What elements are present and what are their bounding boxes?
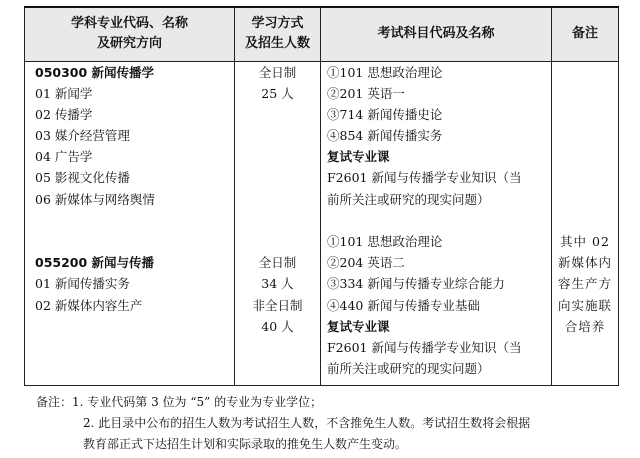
retest-subject: 前所关注或研究的现实问题）	[327, 191, 490, 207]
retest-label: 复试专业课	[327, 318, 390, 334]
exam-subject: ②201 英语一	[327, 85, 405, 101]
header-major-line2: 及研究方向	[96, 36, 162, 52]
exam-subject: ①101 思想政治理论	[327, 234, 443, 249]
direction-item: 04 广告学	[35, 149, 93, 165]
direction-item: 03 媒介经营管理	[35, 128, 130, 144]
study-mode-text: 全日制	[258, 64, 297, 80]
study-mode-cell	[235, 61, 321, 386]
direction-item: 01 新闻传播实务	[35, 276, 130, 292]
direction-item: 06 新媒体与网络舆情	[35, 191, 155, 207]
enrollment-count: 34 人	[261, 276, 294, 292]
retest-subject: F2601 新闻与传播学专业知识（当	[327, 339, 522, 355]
program-code-name: 050300 新闻传播学	[35, 64, 155, 80]
remark-cell	[552, 61, 619, 386]
major-cell	[25, 61, 235, 386]
header-row	[25, 7, 619, 61]
exam-subject: ④440 新闻与传播专业基础	[327, 297, 480, 313]
footnote-item-1: 1. 专业代码第 3 位为 “5” 的专业为专业学位；	[72, 395, 323, 409]
direction-item: 02 新媒体内容生产	[35, 297, 143, 313]
header-exams: 考试科目代码及名称	[321, 7, 552, 61]
remark-text: 向实施联	[557, 297, 612, 313]
remark-text: 容生产方	[557, 276, 612, 292]
exam-subject: ④854 新闻传播实务	[327, 128, 443, 144]
direction-item: 01 新闻学	[35, 85, 93, 101]
direction-item: 02 传播学	[35, 106, 93, 122]
footnote-line-1	[36, 392, 626, 413]
admissions-table	[24, 6, 619, 386]
exam-subject: ③714 新闻传播史论	[327, 106, 443, 122]
exams-cell	[321, 61, 552, 386]
enrollment-count: 25 人	[261, 85, 294, 101]
footnote-item-2-line-2: 教育部正式下达招生计划和实际录取的推免生人数产生变动。	[83, 437, 408, 451]
footnotes	[36, 392, 626, 455]
exam-subject: ③334 新闻与传播专业综合能力	[327, 276, 505, 292]
header-remark: 备注	[552, 7, 619, 61]
header-major	[25, 7, 235, 61]
remark-text: 合培养	[564, 318, 606, 334]
retest-subject: 前所关注或研究的现实问题）	[327, 361, 490, 377]
study-mode-text: 非全日制	[252, 297, 303, 313]
exam-subject: ①101 思想政治理论	[327, 64, 443, 80]
study-mode-text: 全日制	[258, 255, 297, 271]
remark-text: 新媒体内	[557, 255, 612, 271]
header-study-mode	[235, 7, 321, 61]
footnote-label: 备注：	[36, 395, 73, 409]
program-code-name: 055200 新闻与传播	[35, 255, 155, 271]
retest-label: 复试专业课	[327, 149, 390, 165]
header-major-line1: 学科专业代码、名称	[70, 16, 188, 32]
remark-text: 其中 02	[560, 234, 610, 249]
direction-item: 05 影视文化传播	[35, 170, 130, 186]
exam-subject: ②204 英语二	[327, 255, 405, 271]
enrollment-count: 40 人	[261, 318, 294, 334]
table-row-programs	[25, 61, 619, 386]
footnote-item-2-line-1: 2. 此目录中公布的招生人数为考试招生人数，不含推免生人数。考试招生数将会根据	[83, 416, 531, 430]
retest-subject: F2601 新闻与传播学专业知识（当	[327, 170, 522, 186]
header-study-mode-line1: 学习方式	[251, 16, 304, 32]
header-study-mode-line2: 及招生人数	[244, 36, 310, 52]
